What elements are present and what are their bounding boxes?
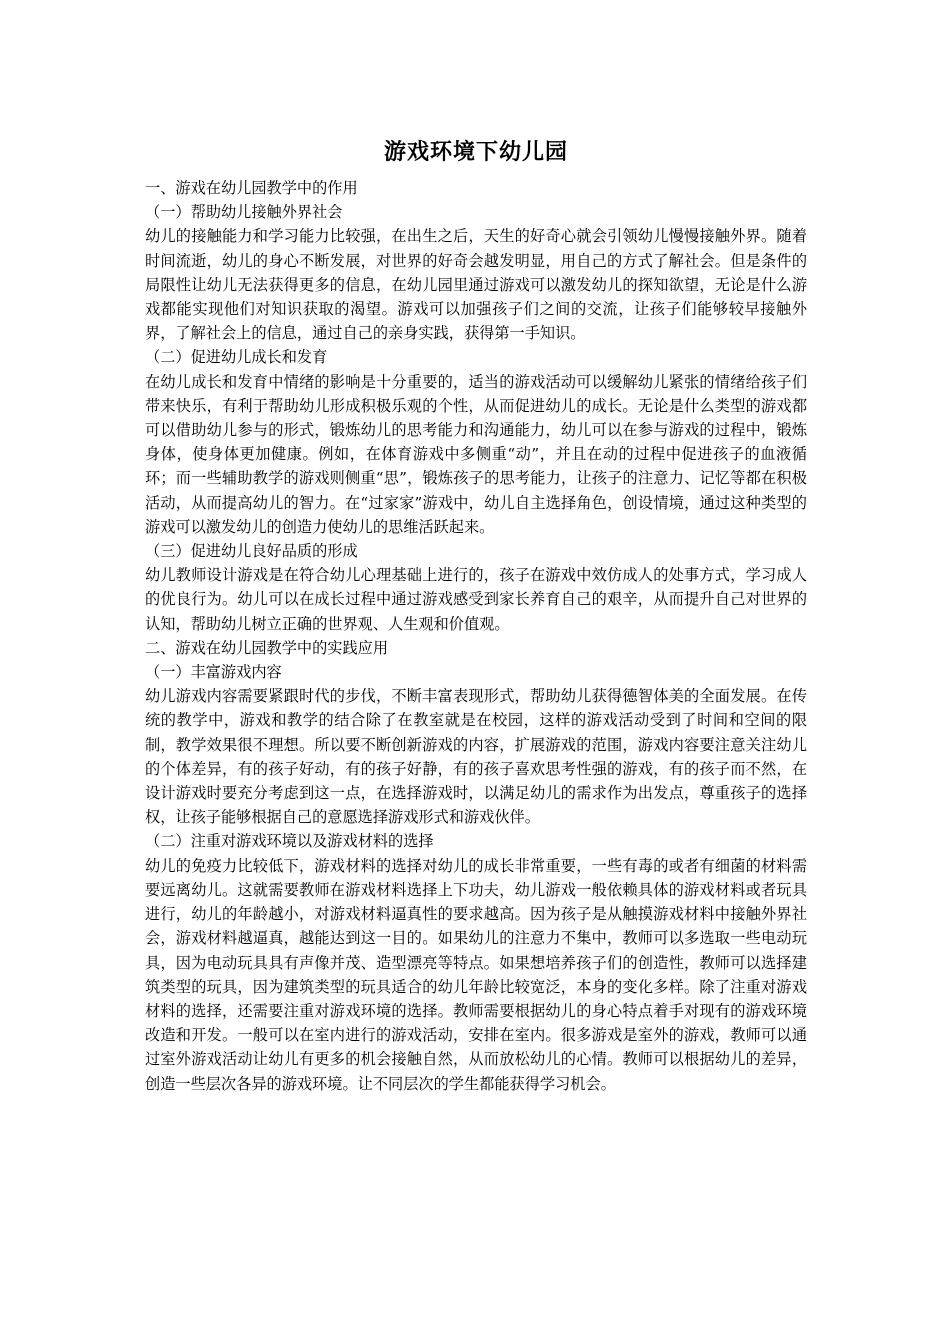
paragraph-2-1: 幼儿游戏内容需要紧跟时代的步伐，不断丰富表现形式，帮助幼儿获得德智体美的全面发展。在传统的教学中，游戏和教学的结合除了在教室就是在校园，这样的游戏活动受到了时间和空间的限制，教学效果很不理想。所以要不断创新游戏的内容，扩展游戏的范围，游戏内容要注意关注幼儿的个体差异，有的孩子好动，有的孩子好静，有的孩子喜欢思考性强的游戏，有的孩子而不然，在设计游戏时要充分考虑到这一点，在选择游戏时，以满足幼儿的需求作为出发点，尊重孩子的选择权，让孩子能够根据自己的意愿选择游戏形式和游戏伙伴。 — [145, 687, 807, 827]
document-page — [145, 136, 807, 1096]
paragraph-1-1: 幼儿的接触能力和学习能力比较强，在出生之后，天生的好奇心就会引领幼儿慢慢接触外界。随着时间流逝，幼儿的身心不断发展，对世界的好奇会越发明显，用自己的方式了解社会。但是条件的局限性让幼儿无法获得更多的信息，在幼儿园里通过游戏可以激发幼儿的探知欲望，无论是什么游戏都能实现他们对知识获取的渴望。游戏可以加强孩子们之间的交流，让孩子们能够较早接触外界，了解社会上的信息，通过自己的亲身实践，获得第一手知识。 — [145, 227, 807, 343]
subsection-heading-1-2: （二）促进幼儿成长和发育 — [145, 348, 328, 367]
subsection-heading-1-3: （三）促进幼儿良好品质的形成 — [145, 542, 358, 561]
paragraph-2-2: 幼儿的免疫力比较低下，游戏材料的选择对幼儿的成长非常重要，一些有毒的或者有细菌的材料需要远离幼儿。这就需要教师在游戏材料选择上下功夫，幼儿游戏一般依赖具体的游戏材料或者玩具进行，幼儿的年龄越小，对游戏材料逼真性的要求越高。因为孩子是从触摸游戏材料中接触外界社会，游戏材料越逼真，越能达到这一目的。如果幼儿的注意力不集中，教师可以多选取一些电动玩具，因为电动玩具具有声像并茂、造型漂亮等特点。如果想培养孩子们的创造性，教师可以选择建筑类型的玩具，因为建筑类型的玩具适合的幼儿年龄比较宽泛，本身的变化多样。除了注重对游戏材料的选择，还需要注重对游戏环境的选择。教师需要根据幼儿的身心特点着手对现有的游戏环境改造和开发。一般可以在室内进行的游戏活动，安排在室内。很多游戏是室外的游戏，教师可以通过室外游戏活动让幼儿有更多的机会接触自然，从而放松幼儿的心情。教师可以根据幼儿的差异，创造一些层次各异的游戏环境。让不同层次的学生都能获得学习机会。 — [145, 856, 807, 1093]
paragraph-1-3: 幼儿教师设计游戏是在符合幼儿心理基础上进行的，孩子在游戏中效仿成人的处事方式，学习成人的优良行为。幼儿可以在成长过程中通过游戏感受到家长养育自己的艰辛，从而提升自己对世界的认知，帮助幼儿树立正确的世界观、人生观和价值观。 — [145, 566, 807, 633]
paragraph-1-2: 在幼儿成长和发育中情绪的影响是十分重要的，适当的游戏活动可以缓解幼儿紧张的情绪给孩子们带来快乐，有利于帮助幼儿形成积极乐观的个性，从而促进幼儿的成长。无论是什么类型的游戏都可以借助幼儿参与的形式，锻炼幼儿的思考能力和沟通能力，幼儿可以在参与游戏的过程中，锻炼身体，使身体更加健康。例如，在体育游戏中多侧重“动”，并且在动的过程中促进孩子的血液循环；而一些辅助教学的游戏则侧重“思”，锻炼孩子的思考能力，让孩子的注意力、记忆等都在积极活动，从而提高幼儿的智力。在“过家家”游戏中，幼儿自主选择角色，创设情境，通过这种类型的游戏可以激发幼儿的创造力使幼儿的思维活跃起来。 — [145, 372, 807, 536]
section-heading-1: 一、游戏在幼儿园教学中的作用 — [145, 179, 358, 197]
section-heading-2: 二、游戏在幼儿园教学中的实践应用 — [145, 638, 388, 657]
document-title: 游戏环境下幼儿园 — [383, 139, 568, 165]
subsection-heading-2-2: （二）注重对游戏环境以及游戏材料的选择 — [145, 832, 434, 851]
subsection-heading-1-1: （一）帮助幼儿接触外界社会 — [145, 203, 343, 222]
subsection-heading-2-1: （一）丰富游戏内容 — [145, 663, 282, 682]
